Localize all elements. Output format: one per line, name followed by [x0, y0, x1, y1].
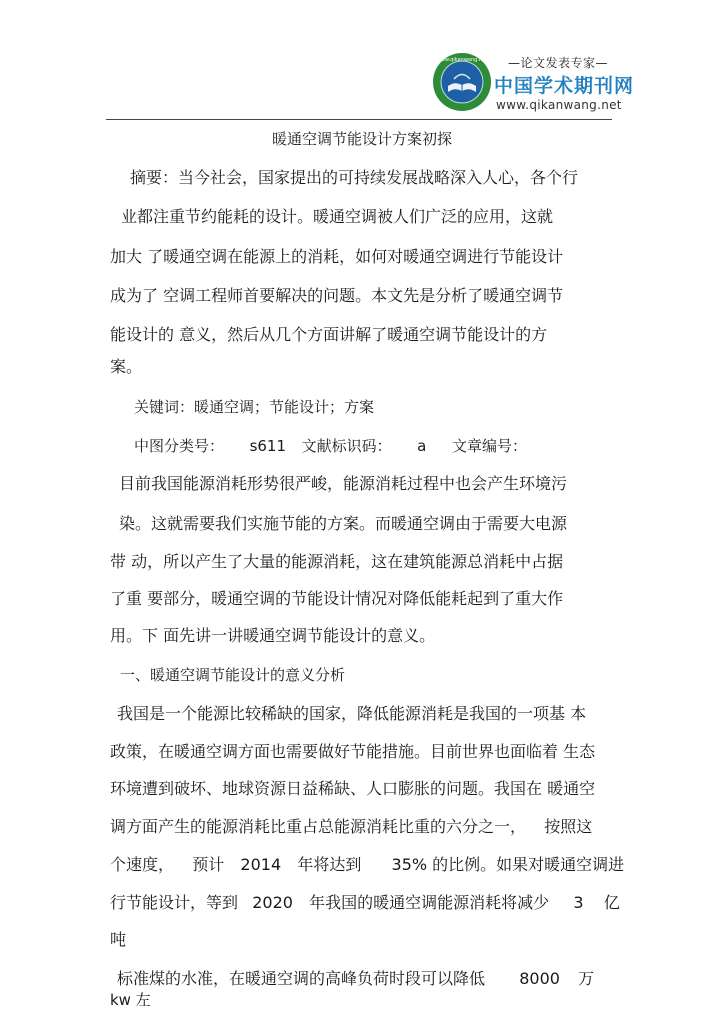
body-line [117, 969, 594, 989]
line-segment: 按照这 [544, 817, 593, 836]
abstract-line: 能设计的 意义，然后从几个方面讲解了暖通空调节能设计的方 [110, 325, 548, 344]
doc-code-label: 文献标识码： [301, 437, 392, 455]
line-segment: 的比例。如果对暖通空调进 [432, 855, 625, 874]
globe-emblem-icon [432, 52, 492, 112]
body-line: 政策，在暖通空调方面也需要做好节能措施。目前世界也面临着 生态 [110, 742, 596, 761]
logo-name: 中国学术期刊网 [494, 75, 635, 97]
body-line [110, 817, 592, 837]
line-segment: 万 [578, 969, 595, 988]
clc-value: s611 [249, 437, 287, 455]
line-segment: 调方面产生的能源消耗比重占总能源消耗比重的六分之一， [110, 817, 527, 836]
body-line: 我国是一个能源比较稀缺的国家，降低能源消耗是我国的一项基 本 [117, 704, 587, 723]
number-3: 3 [573, 893, 584, 912]
journal-logo[interactable] [430, 50, 635, 120]
header-divider [106, 119, 612, 120]
body-line [110, 893, 620, 913]
abstract-line: 摘要：当今社会，国家提出的可持续发展战略深入人心，各个行 [130, 168, 579, 187]
line-segment: 年将达到 [297, 855, 362, 874]
article-number-label: 文章编号： [451, 437, 527, 455]
line-segment: 标准煤的水准，在暖通空调的高峰负荷时段可以降低 [117, 969, 486, 988]
clc-label: 中图分类号： [134, 437, 225, 455]
body-line: 目前我国能源消耗形势很严峻，能源消耗过程中也会产生环境污 [119, 474, 568, 493]
page-title: 暖通空调节能设计方案初探 [271, 130, 452, 148]
line-segment: 预计 [192, 855, 225, 874]
line-segment: 亿 [603, 893, 620, 912]
classification-line [134, 436, 527, 456]
percent-value: 35% [391, 855, 428, 874]
keywords-line: 关键词：暖通空调；节能设计；方案 [134, 398, 375, 416]
abstract-line: 业都注重节约能耗的设计。暖通空调被人们广泛的应用，这就 [121, 207, 554, 226]
body-line: 带 动，所以产生了大量的能源消耗，这在建筑能源总消耗中占据 [110, 552, 564, 571]
logo-url[interactable]: www.qikanwang.net [496, 98, 622, 112]
line-segment: 行节能设计，等到 [110, 893, 239, 912]
emblem-ring-text: www.qikanwang.net [436, 57, 488, 63]
number-8000: 8000 [519, 969, 560, 988]
abstract-line: 成为了 空调工程师首要解决的问题。本文先是分析了暖通空调节 [110, 286, 564, 305]
body-line: kw 左 [110, 991, 151, 1009]
abstract-line: 加大 了暖通空调在能源上的消耗，如何对暖通空调进行节能设计 [110, 247, 564, 266]
line-segment: 年我国的暖通空调能源消耗将减少 [309, 893, 550, 912]
abstract-line: 案。 [110, 357, 143, 376]
line-segment: 个速度， [110, 855, 175, 874]
body-line: 了重 要部分，暖通空调的节能设计情况对降低能耗起到了重大作 [110, 589, 564, 608]
body-line: 吨 [110, 930, 127, 949]
year-2014: 2014 [240, 855, 282, 874]
section-heading: 一、暖通空调节能设计的意义分析 [120, 666, 346, 684]
body-line [110, 855, 624, 875]
year-2020: 2020 [252, 893, 293, 912]
body-line: 染。这就需要我们实施节能的方案。而暖通空调由于需要大电源 [119, 514, 568, 533]
body-line: 用。下 面先讲一讲暖通空调节能设计的意义。 [110, 626, 436, 645]
logo-tagline: —论文发表专家— [507, 56, 608, 70]
body-line: 环境遭到破坏、地球资源日益稀缺、人口膨胀的问题。我国在 暖通空 [110, 779, 596, 798]
doc-code-value: a [417, 437, 427, 455]
